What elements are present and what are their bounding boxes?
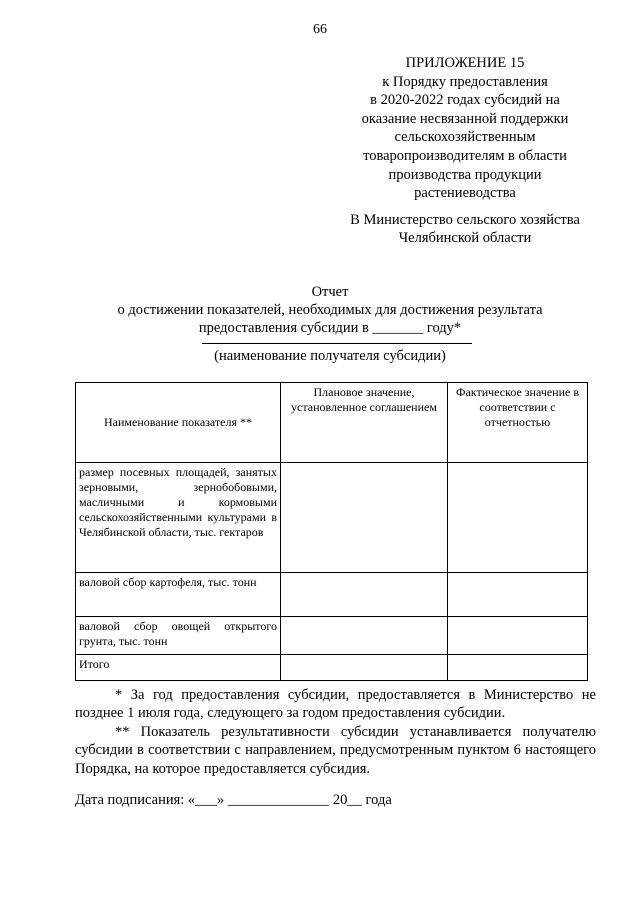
indicators-table <box>75 382 588 681</box>
report-title: Отчет <box>311 284 349 300</box>
column-header-name: Наименование показателя ** <box>76 383 281 463</box>
signature-date: Дата подписания: «___» ______________ 20__ года <box>75 792 392 808</box>
actual-value-cell <box>448 617 588 655</box>
indicator-name: валовой сбор овощей открытого грунта, тыс. тонн <box>76 617 281 655</box>
appendix-line: производства продукции <box>388 166 542 183</box>
column-header-actual: Фактическое значение в соответствии с отчетностью <box>448 383 588 463</box>
recipient-name-line <box>202 343 472 344</box>
indicator-name: размер посевных площадей, занятых зерновыми, зернобобовыми, масличными и кормовыми сельскохозяйственными культурами в Челябинской области, тыс. гектаров <box>76 463 281 573</box>
actual-value-cell <box>448 573 588 617</box>
appendix-line: оказание несвязанной поддержки <box>361 110 569 127</box>
appendix-line: товаропроизводителям в области <box>363 147 567 164</box>
planned-value-cell <box>281 655 448 681</box>
recipient-label: (наименование получателя субсидии) <box>214 348 446 364</box>
page-number: 66 <box>313 22 327 37</box>
table-row <box>76 573 588 617</box>
planned-value-cell <box>281 573 448 617</box>
addressee <box>330 211 600 247</box>
report-subtitle: предоставления субсидии в _______ году* <box>198 320 462 336</box>
table-row <box>76 463 588 573</box>
table-row-total <box>76 655 588 681</box>
indicator-name: валовой сбор картофеля, тыс. тонн <box>76 573 281 617</box>
appendix-line: ПРИЛОЖЕНИЕ 15 <box>405 55 525 71</box>
actual-value-cell <box>448 463 588 573</box>
column-header-planned: Плановое значение, установленное соглашением <box>281 383 448 463</box>
footnote: ** Показатель результативности субсидии устанавливается получателю субсидии в соответствии с направлением, предусмотренным пунктом 6 настоящего Порядка, на которое предоставляется субсидия. <box>75 723 596 777</box>
footnotes <box>75 686 596 778</box>
appendix-line: в 2020-2022 годах субсидий на <box>370 92 560 109</box>
table-row <box>76 617 588 655</box>
report-subtitle: о достижении показателей, необходимых для достижения результата <box>117 302 543 318</box>
appendix-line: растениеводства <box>414 185 516 202</box>
planned-value-cell <box>281 617 448 655</box>
planned-value-cell <box>281 463 448 573</box>
addressee-line: В Министерство сельского хозяйства <box>350 212 580 228</box>
appendix-line: сельскохозяйственным <box>394 129 536 146</box>
addressee-line: Челябинской области <box>398 230 532 246</box>
appendix-line: к Порядку предоставления <box>382 73 548 90</box>
report-title-block <box>60 283 600 337</box>
actual-value-cell <box>448 655 588 681</box>
indicator-name: Итого <box>76 655 281 681</box>
footnote: * За год предоставления субсидии, предоставляется в Министерство не позднее 1 июля года, следующего за годом предоставления субсидии. <box>75 687 596 722</box>
table-header-row <box>76 383 588 463</box>
appendix-header <box>330 54 600 203</box>
